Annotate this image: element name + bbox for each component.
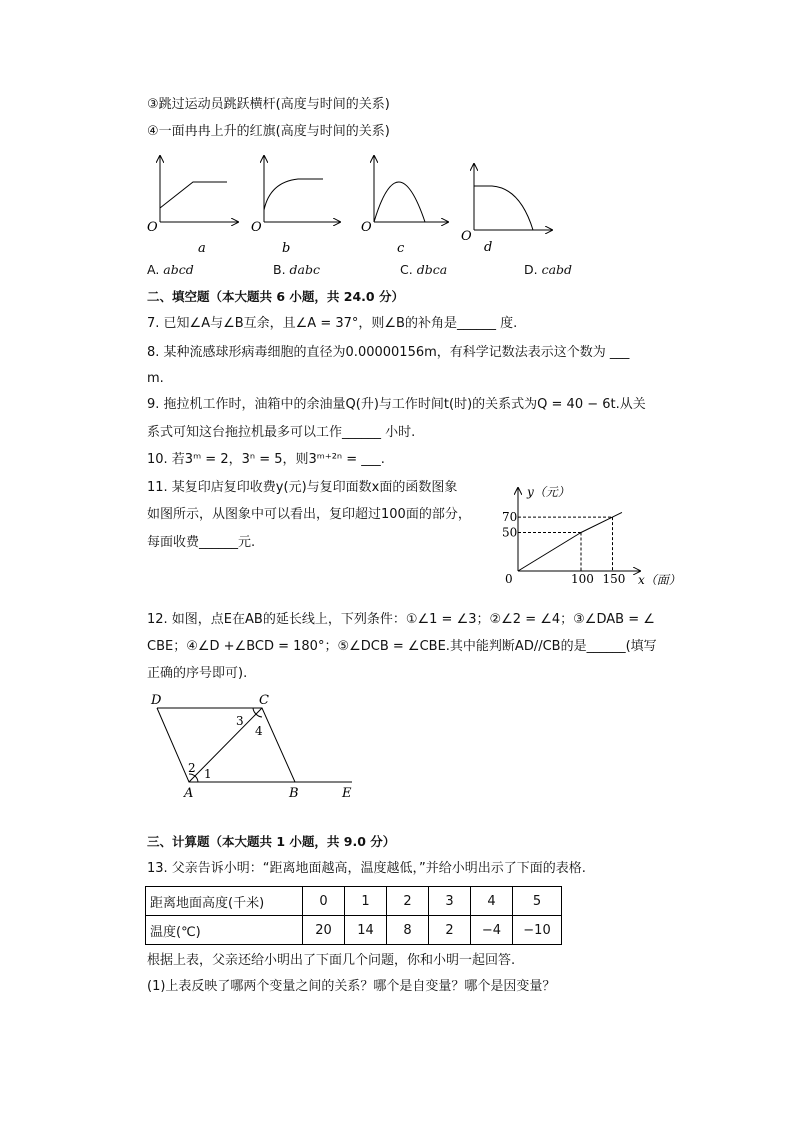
table-row (146, 916, 562, 945)
graph-label-c: c (397, 241, 405, 256)
option-letter: A. (147, 262, 160, 277)
option-letter: C. (400, 262, 413, 277)
table-cell: 8 (387, 916, 429, 945)
option-value: dabc (289, 262, 321, 277)
table-cell: 4 (471, 887, 513, 916)
question-12-line2: CBE；④∠D +∠BCD = 180°；⑤∠DCB = ∠CBE.其中能判断AD//CB的是______(填写 (147, 639, 657, 654)
question-12-line3: 正确的序号即可). (147, 666, 248, 681)
option-value: abcd (163, 262, 194, 277)
angle-3: 3 (236, 714, 244, 728)
after-table-text: 根据上表，父亲还给小明出了下面几个问题，你和小明一起回答. (147, 953, 516, 968)
graph-label-b: b (282, 241, 291, 256)
origin-label: O (147, 220, 158, 235)
option-c (400, 262, 447, 277)
option-a (147, 262, 194, 277)
table-cell: 20 (303, 916, 345, 945)
series-segment (518, 533, 581, 572)
origin-label: O (361, 220, 372, 235)
question-item-4: ④一面冉冉上升的红旗(高度与时间的关系) (147, 124, 390, 139)
section-heading-calculation: 三、计算题（本大题共 1 小题，共 9.0 分） (147, 834, 396, 849)
question-11-line1: 11. 某复印店复印收费y(元)与复印面数x面的函数图象 (147, 480, 458, 495)
question-8-line1: 8. 某种流感球形病毒细胞的直径为0.00000156m，有科学记数法表示这个数为 ___ (147, 345, 630, 360)
angle-4: 4 (255, 724, 263, 738)
series-segment (581, 517, 613, 532)
option-letter: B. (273, 262, 286, 277)
origin-label: O (461, 229, 472, 244)
question-11-line3: 每面收费______元. (147, 535, 256, 550)
option-letter: D. (524, 262, 538, 277)
table-row (146, 887, 562, 916)
table-cell: 3 (429, 887, 471, 916)
graph-a (147, 156, 238, 256)
y-tick-label: 70 (502, 510, 518, 525)
x-axis-label: x（面） (638, 573, 681, 587)
y-tick-label: 50 (502, 525, 518, 540)
parallelogram-figure (145, 690, 365, 802)
table-cell: 0 (303, 887, 345, 916)
angle-1: 1 (204, 767, 212, 781)
option-d (524, 262, 572, 277)
question-12-line1: 12. 如图，点E在AB的延长线上，下列条件：①∠1 = ∠3；②∠2 = ∠4；③∠DAB = ∠ (147, 612, 655, 627)
x-tick-label: 150 (602, 572, 626, 586)
option-graphs (140, 152, 560, 260)
option-value: cabd (541, 262, 573, 277)
table-cell: 1 (345, 887, 387, 916)
origin-tick: 0 (505, 572, 513, 586)
graph-d (461, 164, 552, 255)
question-11-line2: 如图所示，从图象中可以看出，复印超过100面的部分， (147, 507, 471, 522)
point-c: C (259, 693, 269, 708)
question-13-part1: (1)上表反映了哪两个变量之间的关系？哪个是自变量？哪个是因变量？ (147, 979, 556, 994)
angle-2: 2 (188, 761, 196, 775)
x-tick-label: 100 (571, 572, 594, 586)
section-heading-fill-in: 二、填空题（本大题共 6 小题，共 24.0 分） (147, 289, 404, 304)
series-segment (613, 512, 622, 517)
graph-c (361, 156, 448, 256)
question-13: 13. 父亲告诉小明：“距离地面越高，温度越低，”并给小明出示了下面的表格. (147, 861, 586, 876)
point-a: A (184, 786, 194, 801)
graph-b (251, 156, 340, 256)
option-value: dbca (416, 262, 448, 277)
point-e: E (342, 786, 352, 801)
table-row-label: 距离地面高度(千米) (146, 887, 303, 916)
table-cell: −10 (513, 916, 562, 945)
question-9-line1: 9. 拖拉机工作时，油箱中的余油量Q(升)与工作时间t(时)的关系式为Q = 40 − 6t.从关 (147, 397, 646, 412)
table-cell: 14 (345, 916, 387, 945)
point-b: B (289, 786, 299, 801)
question-10: 10. 若3ᵐ = 2，3ⁿ = 5，则3ᵐ⁺²ⁿ = ___. (147, 452, 385, 467)
question-item-3: ③跳过运动员跳跃横杆(高度与时间的关系) (147, 97, 390, 112)
table-cell: 2 (387, 887, 429, 916)
question-9-line2: 系式可知这台拖拉机最多可以工作______ 小时. (147, 425, 416, 440)
copy-fee-chart (490, 480, 690, 592)
table-cell: −4 (471, 916, 513, 945)
point-d: D (151, 693, 162, 708)
graph-label-a: a (198, 241, 206, 256)
option-b (273, 262, 320, 277)
y-axis-label: y（元） (527, 485, 570, 499)
question-7: 7. 已知∠A与∠B互余，且∠A = 37°，则∠B的补角是______ 度. (147, 316, 518, 331)
question-8-line2: m. (147, 371, 164, 386)
table-cell: 5 (513, 887, 562, 916)
table-cell: 2 (429, 916, 471, 945)
graph-label-d: d (484, 240, 493, 255)
table-row-label: 温度(℃) (146, 916, 303, 945)
temperature-table (145, 886, 562, 945)
origin-label: O (251, 220, 262, 235)
